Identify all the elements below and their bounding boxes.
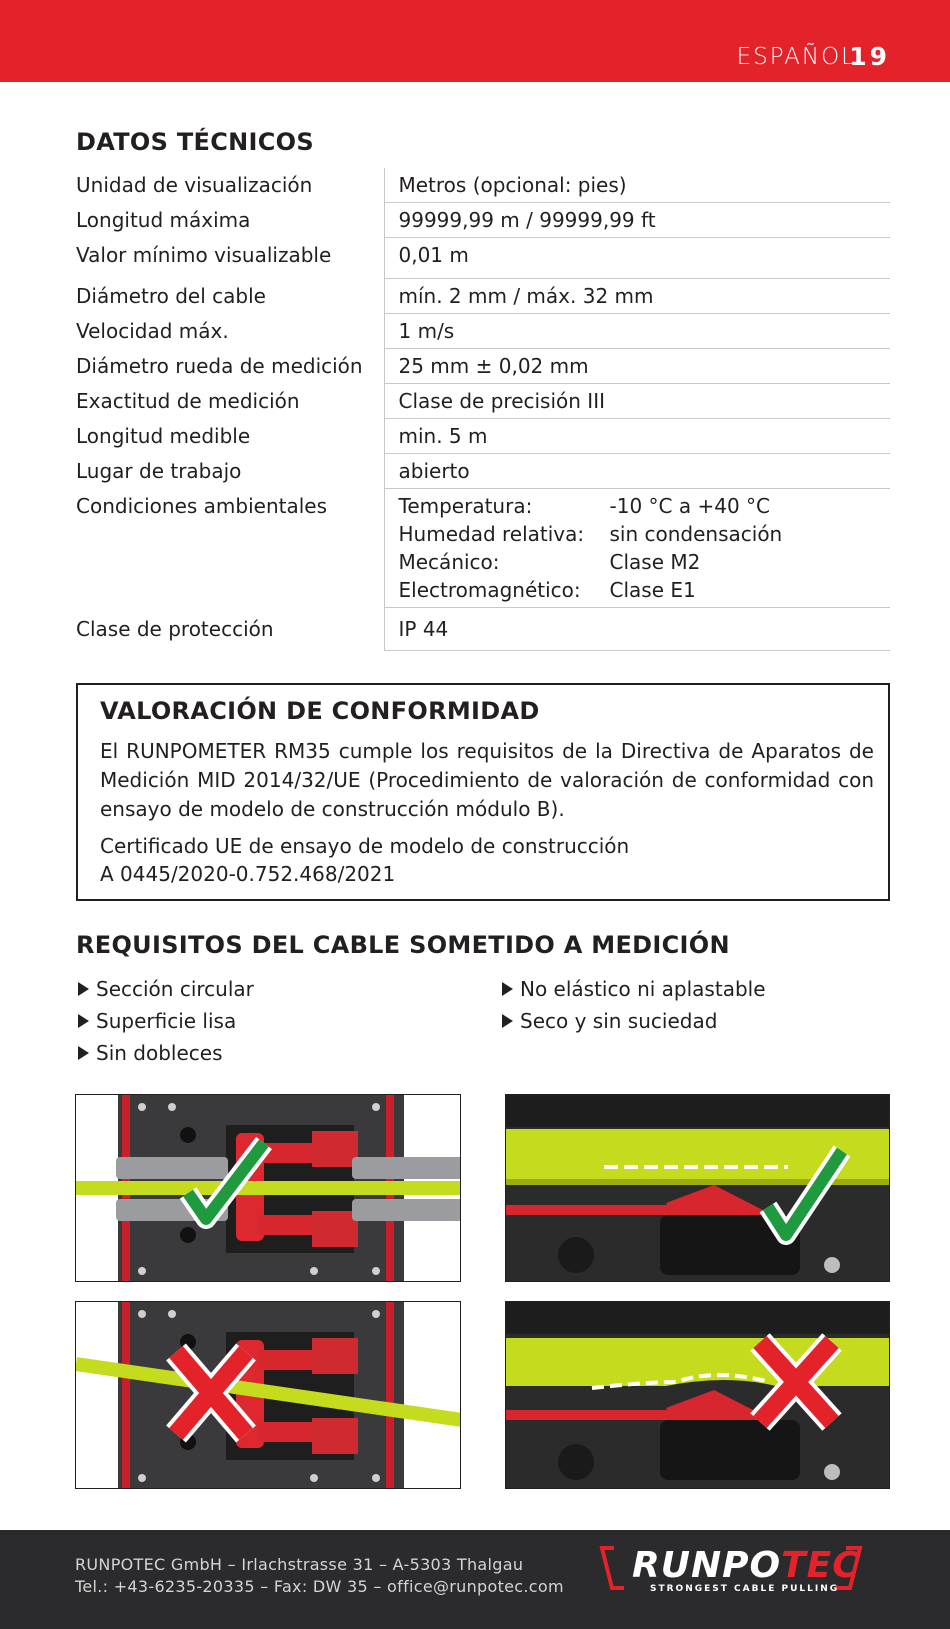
environment-grid bbox=[399, 495, 891, 601]
table-row bbox=[76, 279, 890, 314]
spec-key: Diámetro del cable bbox=[76, 279, 384, 314]
spec-value bbox=[384, 489, 890, 608]
requirement-text: No elástico ni aplastable bbox=[520, 977, 766, 1001]
footer bbox=[0, 1530, 950, 1629]
contact-line: Tel.: +43-6235-20335 – Fax: DW 35 – office@runpotec.com bbox=[75, 1577, 564, 1596]
conformity-text: El RUNPOMETER RM35 cumple los requisitos de la Directiva de Aparatos de Medición MID 2014/32/UE (Procedimiento de valoración de conformidad con ensayo de modelo de construcción módulo B). bbox=[100, 739, 874, 821]
table-row bbox=[76, 238, 890, 279]
table-row bbox=[76, 314, 890, 349]
spec-key: Velocidad máx. bbox=[76, 314, 384, 349]
table-row bbox=[76, 489, 890, 608]
image-bent-cable-wrong bbox=[75, 1301, 461, 1489]
bullet-triangle-icon bbox=[78, 982, 89, 996]
bullet-triangle-icon bbox=[502, 982, 513, 996]
tech-title: DATOS TÉCNICOS bbox=[76, 128, 314, 156]
spec-value: 99999,99 m / 99999,99 ft bbox=[384, 203, 890, 238]
logo-tagline: STRONGEST CABLE PULLING bbox=[650, 1584, 840, 1594]
table-row bbox=[76, 384, 890, 419]
requirements-title: REQUISITOS DEL CABLE SOMETIDO A MEDICIÓN bbox=[76, 931, 730, 959]
certificate-number: A 0445/2020-0.752.468/2021 bbox=[100, 862, 396, 886]
env-value: Clase E1 bbox=[609, 578, 696, 602]
env-value: Clase M2 bbox=[609, 550, 701, 574]
spec-key: Longitud máxima bbox=[76, 203, 384, 238]
table-row bbox=[76, 349, 890, 384]
env-label: Electromagnético: bbox=[398, 578, 581, 602]
logo-wordmark bbox=[632, 1545, 860, 1586]
bullet-triangle-icon bbox=[78, 1046, 89, 1060]
spec-key: Longitud medible bbox=[76, 419, 384, 454]
certificate-text bbox=[100, 832, 874, 888]
table-row bbox=[76, 419, 890, 454]
spec-value: min. 5 m bbox=[384, 419, 890, 454]
bullet-triangle-icon bbox=[502, 1014, 513, 1028]
image-straight-cable-ok bbox=[75, 1094, 461, 1282]
conformity-title: VALORACIÓN DE CONFORMIDAD bbox=[100, 697, 540, 725]
image-squashed-cable-wrong bbox=[505, 1301, 890, 1489]
env-label: Mecánico: bbox=[398, 550, 500, 574]
logo-text-runpo: RUNPO bbox=[632, 1545, 782, 1586]
image-round-cable-ok bbox=[505, 1094, 890, 1282]
spec-key: Unidad de visualización bbox=[76, 168, 384, 203]
requirement-text: Seco y sin suciedad bbox=[520, 1009, 718, 1033]
env-value: -10 °C a +40 °C bbox=[609, 494, 770, 518]
env-label: Temperatura: bbox=[398, 494, 533, 518]
list-item bbox=[78, 1037, 254, 1069]
spec-key: Exactitud de medición bbox=[76, 384, 384, 419]
table-row bbox=[76, 168, 890, 203]
requirement-text: Superficie lisa bbox=[96, 1009, 237, 1033]
spec-key: Diámetro rueda de medición bbox=[76, 349, 384, 384]
spec-key: Lugar de trabajo bbox=[76, 454, 384, 489]
spec-key: Valor mínimo visualizable bbox=[76, 238, 384, 279]
certificate-line-1: Certificado UE de ensayo de modelo de construcción bbox=[100, 834, 630, 858]
env-label: Humedad relativa: bbox=[398, 522, 585, 546]
table-row bbox=[76, 608, 890, 651]
conformity-box bbox=[76, 683, 890, 901]
spec-key: Condiciones ambientales bbox=[76, 489, 384, 608]
env-value: sin condensación bbox=[609, 522, 783, 546]
list-item bbox=[502, 1005, 766, 1037]
table-row bbox=[76, 454, 890, 489]
spec-value: Metros (opcional: pies) bbox=[384, 168, 890, 203]
list-item bbox=[78, 1005, 254, 1037]
logo-text-tec: TEC bbox=[781, 1545, 860, 1586]
requirements-list-right bbox=[502, 973, 766, 1037]
language-label: ESPAÑOL bbox=[736, 44, 856, 70]
list-item bbox=[502, 973, 766, 1005]
bullet-triangle-icon bbox=[78, 1014, 89, 1028]
spec-value: 25 mm ± 0,02 mm bbox=[384, 349, 890, 384]
requirements-list-left bbox=[78, 973, 254, 1069]
company-address bbox=[75, 1554, 564, 1598]
page-number: 19 bbox=[849, 42, 890, 71]
tech-table bbox=[76, 168, 890, 651]
requirement-text: Sección circular bbox=[96, 977, 254, 1001]
spec-value: 1 m/s bbox=[384, 314, 890, 349]
spec-value: IP 44 bbox=[384, 608, 890, 651]
runpotec-logo bbox=[596, 1544, 868, 1594]
spec-value: abierto bbox=[384, 454, 890, 489]
list-item bbox=[78, 973, 254, 1005]
requirement-text: Sin dobleces bbox=[96, 1041, 223, 1065]
table-row bbox=[76, 203, 890, 238]
spec-key: Clase de protección bbox=[76, 608, 384, 651]
spec-value: Clase de precisión III bbox=[384, 384, 890, 419]
spec-value: mín. 2 mm / máx. 32 mm bbox=[384, 279, 890, 314]
address-line: RUNPOTEC GmbH – Irlachstrasse 31 – A-5303 Thalgau bbox=[75, 1555, 524, 1574]
header-bar bbox=[0, 0, 950, 82]
spec-value: 0,01 m bbox=[384, 238, 890, 279]
